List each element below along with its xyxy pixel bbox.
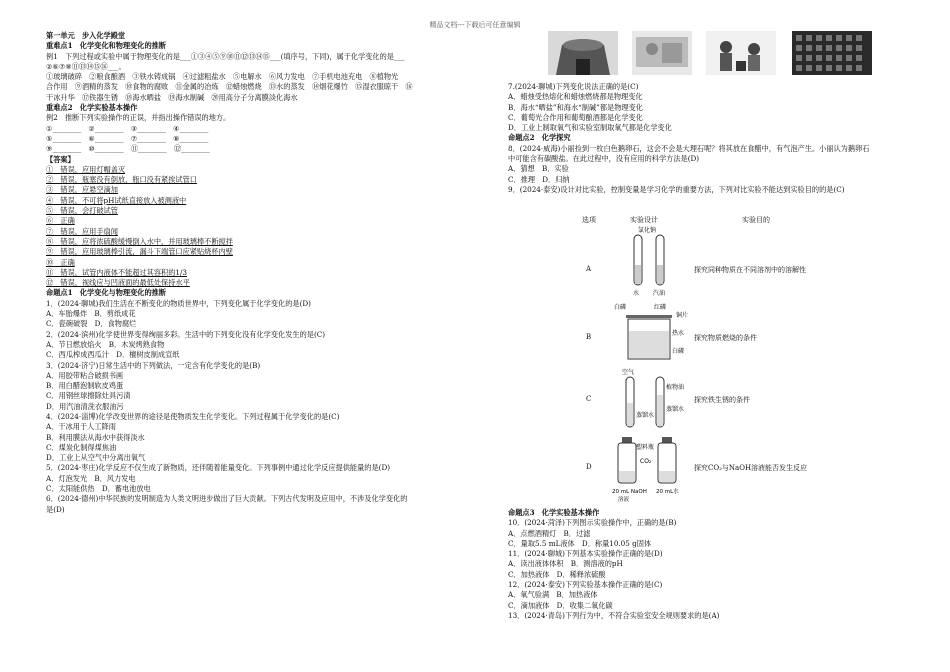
purpose-a: 探究同种物质在不同溶剂中的溶解性 [694,266,806,274]
text-line: ⑨________ ⑩________ ⑪________ ⑫________ [46,144,210,154]
bronze-casting-photo [706,31,776,75]
purpose-b: 探究物质燃烧的条件 [694,334,757,342]
b-red-p: 红磷 [654,304,667,311]
diagram-d [612,433,692,505]
text-line: D．工业上制取氧气和实验室制取氧气都是化学变化 [508,123,672,133]
text-line: 例2 推断下列实验操作的正误，并指出操作错误的地方。 [46,113,231,123]
text-line: ①________ ②________ ③________ ④________ [46,123,209,133]
text-line: ⑧ 错误，应将浓硫酸缓慢倒入水中，并用玻璃棒不断搅拌 [46,236,233,246]
text-line: C．西瓜榨成西瓜汁 D．檀树皮制成宣纸 [46,350,180,360]
text-line: ⑪ 错误，试管内液体不能超过其容积的1/3 [46,267,187,277]
c-distilled-2: 蒸馏水 [636,412,655,419]
text-line: ⑫ 错误，视线应与凹液面的最低处保持水平 [46,278,190,288]
paper-making-photo [632,31,692,75]
text-line: A．车胎爆炸 B．剪纸成花 [46,309,136,319]
a-label-gasoline: 汽油 [653,290,666,297]
text-line: A．读出液体体积 B．测溶液的pH [508,559,623,569]
text-line: 合作用 ⑨酒精的蒸发 ⑩食物的腐败 ⑪金属的冶炼 ⑫蜡烛燃烧 ⑬水的蒸发 ⑭烟花爆竹 ⑮湿衣服晾干 ⑯ [46,82,413,92]
text-line: 9．(2024·泰安)设计对比实验，控制变量是学习化学的重要方法，下列对比实验不能达到实验目的的是(C) [508,184,845,194]
text-line: A．点燃酒精灯 B．过滤 [508,528,591,538]
option-b: B [586,333,592,341]
text-line: ⑦ 错误，应用手扇闻 [46,226,118,236]
text-line: 命题点1 化学变化与物理变化的推断 [46,288,167,298]
text-line: 7.(2024·聊城)下列变化说法正确的是(C) [508,82,639,91]
text-line: A．节日燃放焰火 B．木炭烤熟食物 [46,339,165,349]
diagram-a [620,225,680,297]
b-copper: 铜片 [676,312,689,319]
text-line: B．海水“晒盐”和海水“制碱”都是物理变化 [508,102,643,112]
d-water: 20 mL水 [656,489,679,495]
option-c: C [586,395,592,403]
d-naoh: 20 mL NaOH [612,489,647,495]
d-plastic-bottle: 塑料瓶 [636,444,655,451]
page-header: 精品文档---下载后可任意编辑 [429,21,521,29]
type-printing-photo [792,31,872,75]
text-line: 命题点2 化学探究 [508,133,571,143]
b-hot-water: 热水 [672,330,685,337]
text-line: C．量取5.5 mL液体 D．称量10.05 g固体 [508,538,652,548]
b-white-p-2: 白磷 [672,348,685,355]
text-line: 中可能含有碳酸盐。在此过程中，没有应用的科学方法是(D) [508,154,700,164]
right-column-top [508,82,908,195]
purpose-c: 探究铁生锈的条件 [694,396,750,404]
diagram-b [612,301,692,365]
text-line: 10．(2024·菏泽)下列图示实验操作中，正确的是(B) [508,518,677,528]
text-line: 5．(2024·枣庄)化学反应不仅生成了新物质，还伴随着能量变化。下列事例中通过化学反应提供能量的是(D) [46,463,391,473]
text-line: C．瓷碗破裂 D．食物腐烂 [46,319,137,329]
text-line: ①玻璃破碎 ②粮食酿酒 ③铁水铸成锅 ④过滤粗盐水 ⑤电解水 ⑥风力发电 ⑦手机电池充电 ⑧植物光 [46,72,399,82]
text-line: 【答案】 [46,154,75,164]
text-line: A．用胶带粘合破损书画 [46,370,124,380]
text-line: C．煤炭化制得煤焦油 [46,442,117,452]
text-line: 重难点1 化学变化和物理变化的推断 [46,41,167,51]
text-line: 1．(2024·聊城)我们生活在不断变化的物质世界中，下列变化属于化学变化的是(D) [46,298,311,308]
c-oil: 植物油 [666,384,685,391]
option-a: A [586,265,592,273]
text-line: 第一单元 步入化学殿堂 [46,31,126,40]
text-line: 命题点3 化学实验基本操作 [508,508,600,517]
purpose-d: 探究CO₂与NaOH溶液能否发生反应 [694,464,808,472]
text-line: B．利用膜法从海水中获得淡水 [46,432,145,442]
text-line: D．用汽油清洗衣服油污 [46,401,124,411]
text-line: ④ 错误，不可将pH试纸直接放入被测液中 [46,195,187,205]
left-column [46,31,466,515]
diagram-c [616,367,686,433]
right-column-bottom [508,508,908,621]
text-line: 13．(2024·青岛)下列行为中，不符合实验室安全规则要求的是(A) [508,610,720,620]
text-line: 干冰升华 ⑰铁器生锈 ⑱海水晒盐 ⑲海水制碱 ⑳用高分子分离膜淡化海水 [46,92,298,102]
c-distilled-1: 蒸馏水 [666,406,685,413]
text-line: C．加热液体 D．稀释浓硫酸 [508,569,606,579]
text-line: ②⑥⑦⑧⑪⑬⑭⑮⑯___。 [46,61,126,71]
text-line: A．干冰用于人工降雨 [46,422,116,432]
b-white-p: 白磷 [614,304,627,311]
experiment-table [508,215,908,505]
c-air: 空气 [622,369,635,376]
text-line: ③ 错误，应悬空滴加 [46,185,118,195]
option-d: D [586,463,592,471]
text-line: ① 错误，应用灯帽盖灭 [46,164,126,174]
text-line: D．工业上从空气中分离出氧气 [46,453,146,463]
text-line: C．推理 D．归纳 [508,174,570,184]
text-line: ② 错误，瓶塞没有倒放，瓶口没有紧挨试管口 [46,175,197,185]
text-line: 是(D) [46,504,65,514]
photo-strip [548,31,918,75]
text-line: 3．(2024·济宁)日常生活中的下列做法，一定含有化学变化的是(B) [46,360,261,370]
text-line: C．用钢丝球擦除灶具污渍 [46,391,131,401]
text-line: 6．(2024·德州)中华民族的发明制造为人类文明进步做出了巨大贡献。下列古代发明及应用中，不涉及化学变化的 [46,494,408,504]
text-line: B．用白醋泡制软皮鸡蛋 [46,381,124,391]
a-label-water: 水 [633,290,640,297]
text-line: C．滴加液体 D．收集二氧化碳 [508,600,613,610]
text-line: 重难点2 化学实验基本操作 [46,103,138,113]
col-option: 选项 [582,216,596,224]
text-line: A．猜想 B．实验 [508,164,569,174]
text-line: 4．(2024·淄博)化学改变世界的途径是使物质发生化学变化。下列过程属于化学变化的是(C) [46,411,340,421]
a-top: 氯化钠 [638,227,657,234]
d-co2: CO₂ [640,458,652,465]
d-solution: 溶液 [618,497,630,503]
text-line: A．氧气验满 B．加热液体 [508,590,598,600]
text-line: 8．(2024·威海)小丽捡到一枚白色鹅卵石，这会不会是大理石呢？将其放在食醋中，有气泡产生。小丽认为鹅卵石 [508,143,870,153]
text-line: A．蜡烛受热熔化和蜡烛燃烧都是物理变化 [508,92,643,102]
text-line: 例1 下列过程或实验中属于物理变化的是___①③④⑤⑨⑩⑪⑫⑬⑭⑮___(填序号，下同)，属于化学变化的是___ [46,51,405,61]
text-line: ⑥ 正确 [46,216,75,226]
text-line: C．太阳能供热 D．蓄电池放电 [46,484,151,494]
col-design: 实验设计 [630,216,658,224]
text-line: 2．(2024·滨州)化学使世界变得绚丽多彩。生活中的下列变化没有化学变化发生的是(C) [46,329,326,339]
text-line: 12．(2024·泰安)下列实验基本操作正确的是(C) [508,580,663,590]
text-line: C．葡萄光合作用和葡萄酿酒都是化学变化 [508,112,643,122]
col-purpose: 实验目的 [742,216,770,224]
text-line: ⑤________ ⑥________ ⑦________ ⑧________ [46,133,209,143]
kiln-photo [548,31,618,75]
text-line: 11．(2024·聊城)下列基本实验操作正确的是(D) [508,549,663,559]
text-line: A．灯泡发光 B．风力发电 [46,473,136,483]
text-line: ⑤ 错误，会打破试管 [46,206,118,216]
text-line: ⑩ 正确 [46,257,75,267]
text-line: ⑨ 错误，应用玻璃棒引流，漏斗下端管口应紧贴烧杯内壁 [46,247,233,257]
